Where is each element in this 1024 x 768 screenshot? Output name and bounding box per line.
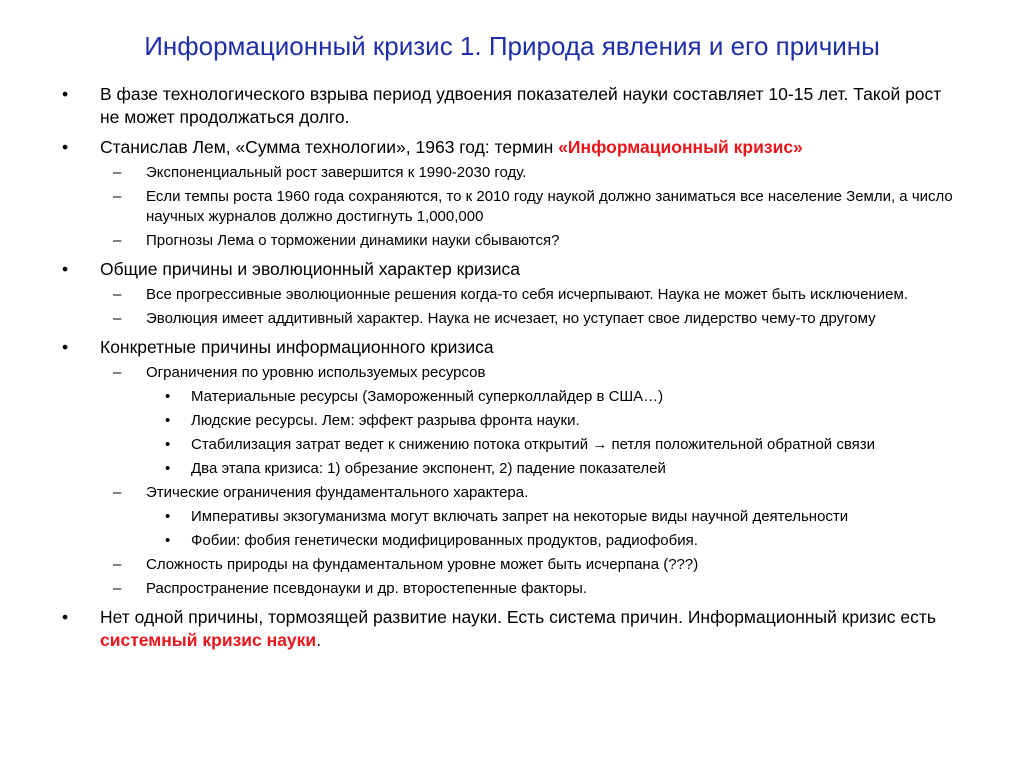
bullet-item: [0, 258, 1024, 281]
slide-title: Информационный кризис 1. Природа явления и его причины: [144, 31, 880, 61]
sub-item-text: Если темпы роста 1960 года сохраняются, то к 2010 году наукой должно заниматься все население Земли, а число научных журналов должно достигнуть 1,000,000: [146, 188, 953, 225]
dash-marker: –: [113, 556, 122, 573]
sub-item-text: Распространение псевдонауки и др. второстепенные факторы.: [146, 580, 587, 597]
dash-marker: –: [113, 164, 122, 181]
bullet-marker: •: [62, 137, 69, 157]
sub-item: [0, 231, 1024, 251]
sub-item: [0, 187, 1024, 227]
sub-sub-item: [0, 435, 1024, 455]
bullet-text: Общие причины и эволюционный характер кризиса: [100, 259, 521, 279]
sub-item: [0, 555, 1024, 575]
bullet-marker: •: [62, 337, 69, 357]
sub-item-text: Все прогрессивные эволюционные решения когда-то себя исчерпывают. Наука не может быть исключением.: [146, 286, 908, 303]
bullet-marker: •: [62, 607, 69, 627]
dash-marker: –: [113, 364, 122, 381]
sub-sub-item-text: Стабилизация затрат ведет к снижению потока открытий → петля положительной обратной связи: [191, 436, 876, 453]
bullet-marker: •: [62, 84, 69, 104]
bullet-text: В фазе технологического взрыва период удвоения показателей науки составляет 10-15 лет. Такой рост не может продолжаться долго.: [100, 84, 942, 127]
bullet-item: [0, 606, 1024, 652]
bullet-marker: •: [165, 436, 171, 453]
sub-item: [0, 579, 1024, 599]
sub-item: [0, 163, 1024, 183]
dash-marker: –: [113, 580, 122, 597]
sub-sub-item-text: Два этапа кризиса: 1) обрезание экспонент, 2) падение показателей: [191, 460, 666, 477]
sub-item-text: Сложность природы на фундаментальном уровне может быть исчерпана (???): [146, 556, 699, 573]
sub-item-text: Ограничения по уровню используемых ресурсов: [146, 364, 486, 381]
sub-item-text: Эволюция имеет аддитивный характер. Наука не исчезает, но уступает свое лидерство чему-то другому: [146, 310, 876, 327]
dash-marker: –: [113, 310, 122, 327]
bullet-marker: •: [165, 460, 171, 477]
dash-marker: –: [113, 484, 122, 501]
sub-sub-item: [0, 411, 1024, 431]
dash-marker: –: [113, 232, 122, 249]
bullet-item: [0, 136, 1024, 159]
bullet-marker: •: [165, 508, 171, 525]
sub-sub-item: [0, 387, 1024, 407]
sub-item: [0, 285, 1024, 305]
dash-marker: –: [113, 188, 122, 205]
bullet-text: Конкретные причины информационного кризиса: [100, 337, 494, 357]
sub-item: [0, 309, 1024, 329]
sub-item: [0, 363, 1024, 383]
bullet-marker: •: [165, 532, 171, 549]
sub-sub-item: [0, 507, 1024, 527]
dash-marker: –: [113, 286, 122, 303]
sub-item: [0, 483, 1024, 503]
bullet-text: Станислав Лем, «Сумма технологии», 1963 год: термин: [100, 137, 559, 157]
bullet-list: [0, 83, 1024, 652]
bullet-marker: •: [165, 388, 171, 405]
highlight-term: системный кризис науки: [100, 630, 317, 650]
sub-sub-item-text: Материальные ресурсы (Замороженный суперколлайдер в США…): [191, 388, 664, 405]
sub-sub-item: [0, 459, 1024, 479]
bullet-text: Нет одной причины, тормозящей развитие науки. Есть система причин. Информационный кризис есть: [100, 607, 936, 627]
bullet-marker: •: [165, 412, 171, 429]
highlight-term: «Информационный кризис»: [558, 137, 803, 157]
sub-sub-item: [0, 531, 1024, 551]
bullet-item: [0, 83, 1024, 129]
sub-sub-item-text: Людские ресурсы. Лем: эффект разрыва фронта науки.: [191, 412, 580, 429]
bullet-marker: •: [62, 259, 69, 279]
sub-item-text: Этические ограничения фундаментального характера.: [146, 484, 529, 501]
bullet-item: [0, 336, 1024, 359]
bullet-text-end: .: [316, 630, 322, 650]
sub-sub-item-text: Фобии: фобия генетически модифицированных продуктов, радиофобия.: [191, 532, 698, 549]
sub-sub-item-text: Императивы экзогуманизма могут включать запрет на некоторые виды научной деятельности: [191, 508, 849, 525]
sub-item-text: Экспоненциальный рост завершится к 1990-2030 году.: [146, 164, 527, 181]
sub-item-text: Прогнозы Лема о торможении динамики науки сбываются?: [146, 232, 560, 249]
